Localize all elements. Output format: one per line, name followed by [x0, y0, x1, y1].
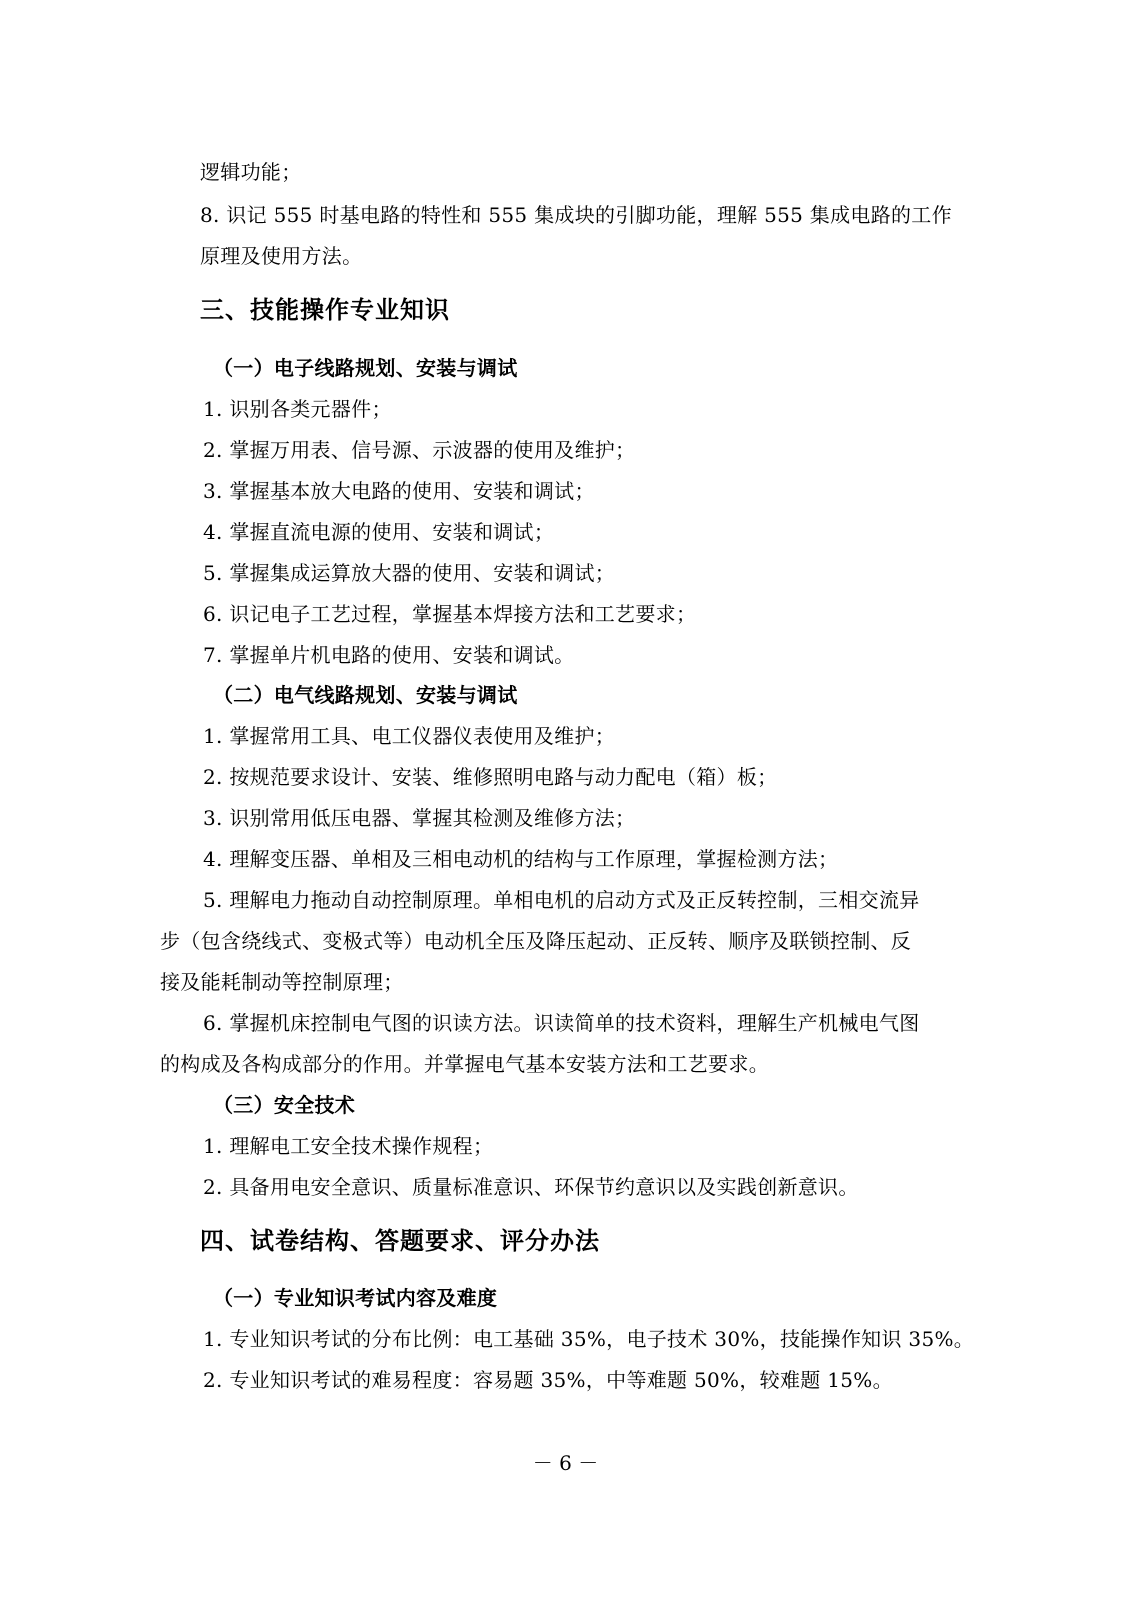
list-item: 1. 专业知识考试的分布比例：电工基础 35%，电子技术 30%，技能操作知识 35%。	[203, 1327, 975, 1351]
list-item-continuation: 的构成及各构成部分的作用。并掌握电气基本安装方法和工艺要求。	[160, 1052, 769, 1076]
list-item: 1. 识别各类元器件；	[203, 397, 392, 421]
text-line: 8. 识记 555 时基电路的特性和 555 集成块的引脚功能，理解 555 集成电路的工作	[200, 203, 952, 227]
list-item: 6. 识记电子工艺过程，掌握基本焊接方法和工艺要求；	[203, 602, 697, 626]
subsection-heading: （二）电气线路规划、安装与调试	[213, 683, 518, 707]
list-item-continuation: 步（包含绕线式、变极式等）电动机全压及降压起动、正反转、顺序及联锁控制、反	[160, 929, 912, 953]
list-item: 5. 掌握集成运算放大器的使用、安装和调试；	[203, 561, 616, 585]
list-item: 2. 按规范要求设计、安装、维修照明电路与动力配电（箱）板；	[203, 765, 778, 789]
subsection-heading: （三）安全技术	[213, 1093, 356, 1117]
list-item: 7. 掌握单片机电路的使用、安装和调试。	[203, 643, 575, 667]
subsection-heading: （一）专业知识考试内容及难度	[213, 1286, 498, 1310]
list-item: 1. 理解电工安全技术操作规程；	[203, 1134, 494, 1158]
list-item: 4. 掌握直流电源的使用、安装和调试；	[203, 520, 555, 544]
list-item: 3. 识别常用低压电器、掌握其检测及维修方法；	[203, 806, 636, 830]
list-item: 5. 理解电力拖动自动控制原理。单相电机的启动方式及正反转控制，三相交流异	[203, 888, 920, 912]
list-item: 6. 掌握机床控制电气图的识读方法。识读简单的技术资料，理解生产机械电气图	[203, 1011, 920, 1035]
list-item: 3. 掌握基本放大电路的使用、安装和调试；	[203, 479, 595, 503]
list-item: 4. 理解变压器、单相及三相电动机的结构与工作原理，掌握检测方法；	[203, 847, 839, 871]
list-item: 2. 专业知识考试的难易程度：容易题 35%，中等难题 50%，较难题 15%。	[203, 1368, 893, 1392]
section-heading: 三、技能操作专业知识	[200, 296, 450, 324]
text-line: 原理及使用方法。	[200, 244, 363, 268]
list-item-continuation: 接及能耗制动等控制原理；	[160, 970, 404, 994]
list-item: 2. 具备用电安全意识、质量标准意识、环保节约意识以及实践创新意识。	[203, 1175, 859, 1199]
list-item: 2. 掌握万用表、信号源、示波器的使用及维护；	[203, 438, 636, 462]
subsection-heading: （一）电子线路规划、安装与调试	[213, 356, 518, 380]
section-heading: 四、试卷结构、答题要求、评分办法	[200, 1227, 600, 1255]
list-item: 1. 掌握常用工具、电工仪器仪表使用及维护；	[203, 724, 616, 748]
page-number: － 6 －	[532, 1451, 599, 1475]
text-line: 逻辑功能；	[200, 160, 302, 184]
